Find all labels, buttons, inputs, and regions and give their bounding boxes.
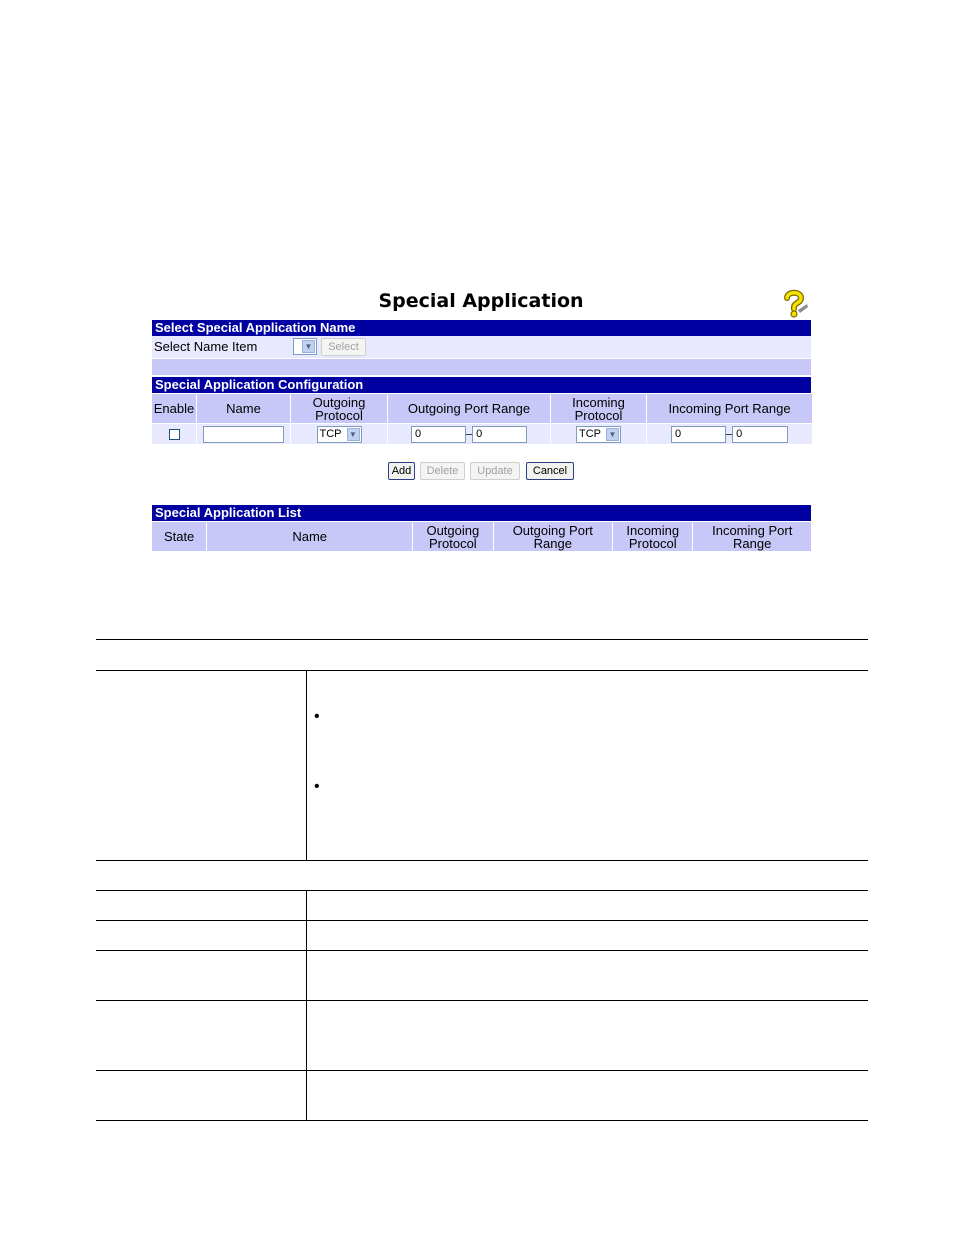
select-name-item-label: Select Name Item (154, 339, 258, 354)
col-outgoing-protocol: Outgoing Protocol (291, 394, 387, 423)
table-rule (96, 639, 868, 640)
incoming-protocol-value: TCP (579, 427, 601, 440)
select-name-row (152, 336, 811, 358)
action-buttons-row (151, 445, 811, 505)
add-button[interactable]: Add (388, 462, 415, 480)
table-rule (96, 1070, 868, 1071)
help-question-icon[interactable] (779, 288, 809, 318)
col-incoming-protocol: Incoming Protocol (551, 394, 646, 423)
list-header-row (152, 522, 811, 551)
application-list-table (151, 521, 812, 552)
col-enable: Enable (152, 394, 196, 423)
bullet-2: • (314, 778, 320, 795)
list-col-name: Name (207, 522, 412, 551)
incoming-port-to-input[interactable]: 0 (732, 426, 788, 443)
incoming-port-from-input[interactable]: 0 (671, 426, 726, 443)
config-section-header: Special Application Configuration (152, 377, 811, 393)
update-button[interactable]: Update (470, 462, 520, 480)
select-section-header: Select Special Application Name (152, 320, 811, 336)
delete-button[interactable]: Delete (420, 462, 465, 480)
title-row (151, 270, 811, 320)
table-rule (96, 950, 868, 951)
chevron-down-icon: ▼ (302, 340, 315, 353)
table-column-divider (306, 890, 307, 1120)
config-table (151, 393, 813, 445)
incoming-protocol-select[interactable] (576, 426, 621, 443)
outgoing-port-to-input[interactable]: 0 (472, 426, 527, 443)
bullet-1: • (314, 708, 320, 725)
table-rule (96, 1000, 868, 1001)
select-button[interactable]: Select (321, 338, 366, 356)
select-section-spacer (152, 359, 811, 375)
range-dash: – (725, 428, 733, 440)
table-rule (96, 1120, 868, 1121)
name-item-select[interactable] (293, 338, 317, 355)
col-outgoing-port-range: Outgoing Port Range (388, 394, 550, 423)
outgoing-port-from-input[interactable]: 0 (411, 426, 466, 443)
config-input-row (152, 424, 812, 444)
table-rule (96, 670, 868, 671)
col-incoming-port-range: Incoming Port Range (647, 394, 812, 423)
enable-checkbox[interactable] (169, 429, 180, 440)
page-title: Special Application (378, 290, 584, 312)
outgoing-protocol-value: TCP (319, 427, 342, 440)
config-header-row (152, 394, 812, 423)
chevron-down-icon: ▼ (347, 428, 360, 441)
table-rule (96, 890, 868, 891)
outgoing-protocol-select[interactable] (317, 426, 362, 443)
table-column-divider (306, 670, 307, 860)
table-rule (96, 920, 868, 921)
table-rule (96, 860, 868, 861)
special-application-panel (151, 270, 811, 552)
list-col-outgoing-protocol: Outgoing Protocol (413, 522, 492, 551)
col-name: Name (197, 394, 290, 423)
list-col-outgoing-port-range: Outgoing Port Range (494, 522, 613, 551)
chevron-down-icon: ▼ (606, 428, 619, 441)
list-col-incoming-port-range: Incoming Port Range (693, 522, 811, 551)
list-section-header: Special Application List (152, 505, 811, 521)
list-col-incoming-protocol: Incoming Protocol (613, 522, 692, 551)
list-col-state: State (152, 522, 206, 551)
name-input[interactable] (203, 426, 284, 443)
cancel-button[interactable]: Cancel (526, 462, 574, 480)
range-dash: – (465, 428, 473, 440)
